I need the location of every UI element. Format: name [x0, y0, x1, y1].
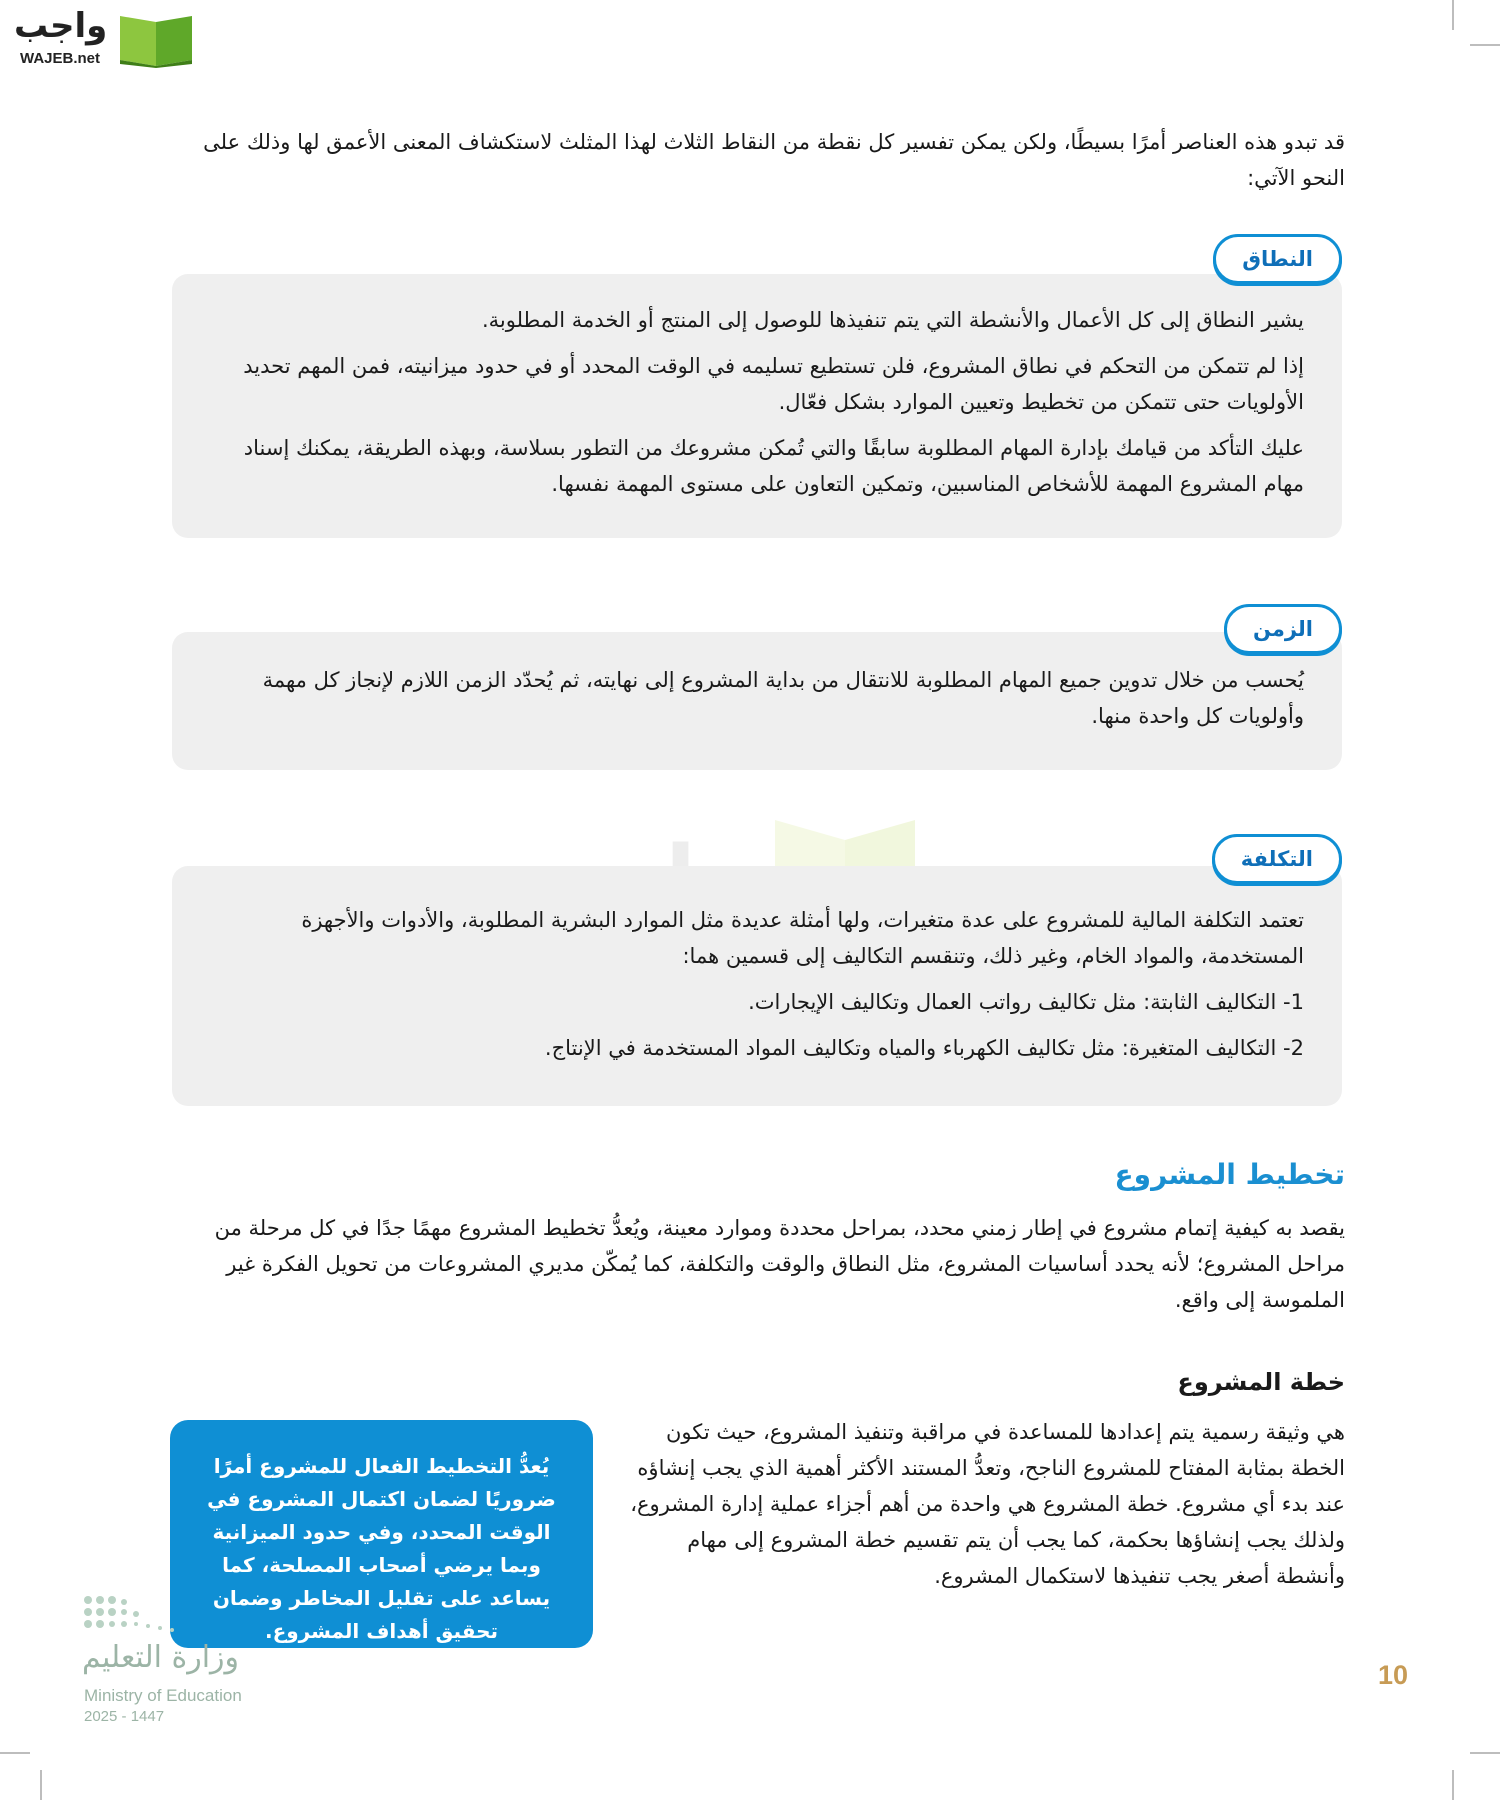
scope-paragraph-3: عليك التأكد من قيامك بإدارة المهام المطلوبة سابقًا والتي تُمكن مشروعك من التطور بسلاسة، وبهذه الطريقة، يمكنك إسناد مهام المشروع المهمة للأشخاص المناسبين، وتمكين التعاون على مستوى المهمة نفسها. [243, 436, 1304, 496]
planning-paragraph: يقصد به كيفية إتمام مشروع في إطار زمني محدد، بمراحل محددة وموارد معينة، ويُعدُّ تخطيط المشروع مهمًا جدًا في كل مرحلة من مراحل المشروع؛ لأنه يحدد أساسيات المشروع، مثل النطاق والوقت والتكلفة، كما يُمكّن مديري المشروعات من تحويل الفكرة غير الملموسة إلى واقع. [214, 1216, 1345, 1312]
time-title: الزمن [1224, 604, 1342, 654]
plan-doc-title: خطة المشروع [1177, 1368, 1345, 1396]
ministry-logo [82, 1618, 342, 1725]
cost-item-2: 2- التكاليف المتغيرة: مثل تكاليف الكهرباء والمياه وتكاليف المواد المستخدمة في الإنتاج. [544, 1036, 1304, 1060]
crop-mark [1470, 1752, 1500, 1754]
scope-paragraph-2: إذا لم تتمكن من التحكم في نطاق المشروع، فلن تستطيع تسليمه في الوقت المحدد أو في حدود ميزانيته، فمن المهم تحديد الأولويات حتى تتمكن من تخطيط وتعيين الموارد بشكل فعّال. [243, 354, 1304, 414]
ministry-arabic: وزارة التعليم [82, 1640, 240, 1675]
crop-mark [1452, 0, 1454, 30]
cost-item-1: 1- التكاليف الثابتة: مثل تكاليف رواتب العمال وتكاليف الإيجارات. [748, 990, 1304, 1014]
ministry-dots-icon [82, 1590, 272, 1640]
cost-box [172, 847, 1342, 1106]
scope-box [172, 247, 1342, 538]
crop-mark [40, 1770, 42, 1800]
site-logo[interactable] [8, 6, 193, 68]
logo-arabic: واجب [14, 6, 108, 46]
planning-title: تخطيط المشروع [1114, 1158, 1345, 1191]
callout-box: يُعدُّ التخطيط الفعال للمشروع أمرًا ضروريًا لضمان اكتمال المشروع في الوقت المحدد، وفي حدود الميزانية وبما يرضي أصحاب المصلحة، كما يساعد على تقليل المخاطر وضمان تحقيق أهداف المشروع. [170, 1420, 593, 1648]
scope-paragraph-1: يشير النطاق إلى كل الأعمال والأنشطة التي يتم تنفيذها للوصول إلى المنتج أو الخدمة المطلوبة. [481, 308, 1304, 332]
crop-mark [1470, 44, 1500, 46]
crop-mark [1452, 1770, 1454, 1800]
plan-doc-paragraph: هي وثيقة رسمية يتم إعدادها للمساعدة في مراقبة وتنفيذ المشروع، حيث تكون الخطة بمثابة المفتاح للمشروع الناجح، وتعدُّ المستند الأكثر أهمية الذي يجب إنشاؤه عند بدء أي مشروع. خطة المشروع هي واحدة من أهم أجزاء عملية إدارة المشروع، ولذلك يجب إنشاؤها بحكمة، كما يجب أن يتم تقسيم خطة المشروع إلى مهام وأنشطة أصغر يجب تنفيذها لاستكمال المشروع. [630, 1420, 1345, 1588]
ministry-year: 2025 - 1447 [84, 1708, 165, 1725]
cost-paragraph-1: تعتمد التكلفة المالية للمشروع على عدة متغيرات، ولها أمثلة عديدة مثل الموارد البشرية المطلوبة، والأدوات والأجهزة المستخدمة، والمواد الخام، وغير ذلك، وتنقسم التكاليف إلى قسمين هما: [301, 908, 1304, 968]
crop-mark [0, 1752, 30, 1754]
intro-paragraph: قد تبدو هذه العناصر أمرًا بسيطًا، ولكن يمكن تفسير كل نقطة من النقاط الثلاث لهذا المثلث لاستكشاف المعنى الأعمق لها وذلك على النحو الآتي: [203, 130, 1345, 190]
time-paragraph-1: يُحسب من خلال تدوين جميع المهام المطلوبة للانتقال من بداية المشروع إلى نهايته، ثم يُحدّد الزمن اللازم لإنجاز كل مهمة وأولويات كل واحدة منها. [262, 668, 1304, 728]
book-icon [116, 12, 196, 68]
cost-title: التكلفة [1212, 834, 1342, 884]
scope-title: النطاق [1213, 234, 1342, 284]
ministry-english: Ministry of Education [84, 1686, 242, 1705]
time-box [172, 617, 1342, 770]
page-number: 10 [1378, 1660, 1409, 1690]
logo-latin: WAJEB.net [20, 50, 101, 67]
